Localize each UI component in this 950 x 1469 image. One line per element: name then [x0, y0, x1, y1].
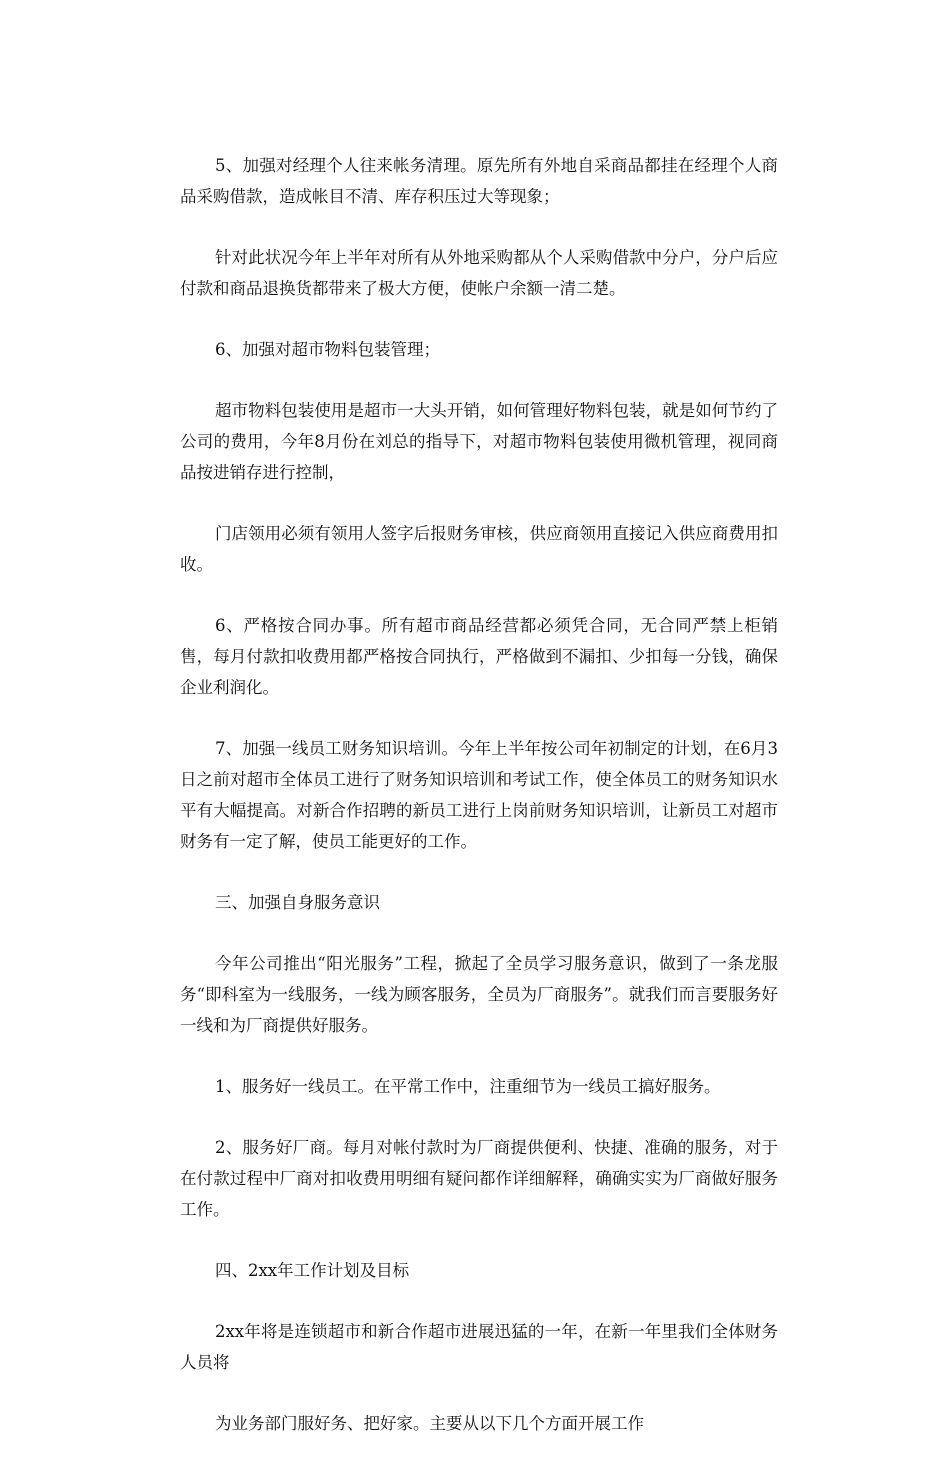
paragraph-separate-accounts: 针对此状况今年上半年对所有从外地采购都从个人采购借款中分户，分户后应付款和商品退换货都带来了极大方便，使帐户余额一清二楚。: [180, 248, 778, 298]
paragraph-item-6-contracts: 6、严格按合同办事。所有超市商品经营都必须凭合同，无合同严禁上柜销售，每月付款扣收费用都严格按合同执行，严格做到不漏扣、少扣每一分钱，确保企业利润化。: [180, 616, 778, 697]
document-page: [180, 150, 778, 1469]
paragraph-item-5-account-cleanup: 5、加强对经理个人往来帐务清理。原先所有外地自采商品都挂在经理个人商品采购借款，造成帐目不清、库存积压过大等现象；: [180, 156, 778, 206]
paragraph-sunshine-service: 今年公司推出“阳光服务”工程，掀起了全员学习服务意识，做到了一条龙服务“即科室为一线服务，一线为顾客服务，全员为厂商服务”。就我们而言要服务好一线和为厂商提供好服务。: [180, 954, 778, 1035]
paragraph-item-1-frontline-service: 1、服务好一线员工。在平常工作中，注重细节为一线员工搞好服务。: [215, 1077, 721, 1096]
paragraph-store-requisition: 门店领用必须有领用人签字后报财务审核，供应商领用直接记入供应商费用扣收。: [180, 524, 778, 574]
paragraph-packaging-management: 超市物料包装使用是超市一大头开销，如何管理好物料包装，就是如何节约了公司的费用，今年8月份在刘总的指导下，对超市物料包装使用微机管理，视同商品按进销存进行控制，: [180, 401, 778, 482]
paragraph-work-focus: 为业务部门服好务、把好家。主要从以下几个方面开展工作: [215, 1414, 644, 1433]
section-heading-work-plan: 四、2xx年工作计划及目标: [215, 1261, 410, 1280]
section-heading-service-awareness: 三、加强自身服务意识: [215, 893, 380, 912]
paragraph-year-outlook: 2xx年将是连锁超市和新合作超市进展迅猛的一年，在新一年里我们全体财务人员将: [180, 1322, 778, 1372]
paragraph-item-6-packaging-heading: 6、加强对超市物料包装管理；: [215, 340, 440, 359]
paragraph-item-2-vendor-service: 2、服务好厂商。每月对帐付款时为厂商提供便利、快捷、准确的服务，对于在付款过程中厂商对扣收费用明细有疑问都作详细解释，确确实实为厂商做好服务工作。: [180, 1138, 778, 1219]
paragraph-item-7-training: 7、加强一线员工财务知识培训。今年上半年按公司年初制定的计划，在6月3日之前对超市全体员工进行了财务知识培训和考试工作，使全体员工的财务知识水平有大幅提高。对新合作招聘的新员工进行上岗前财务知识培训，让新员工对超市财务有一定了解，使员工能更好的工作。: [180, 739, 778, 851]
